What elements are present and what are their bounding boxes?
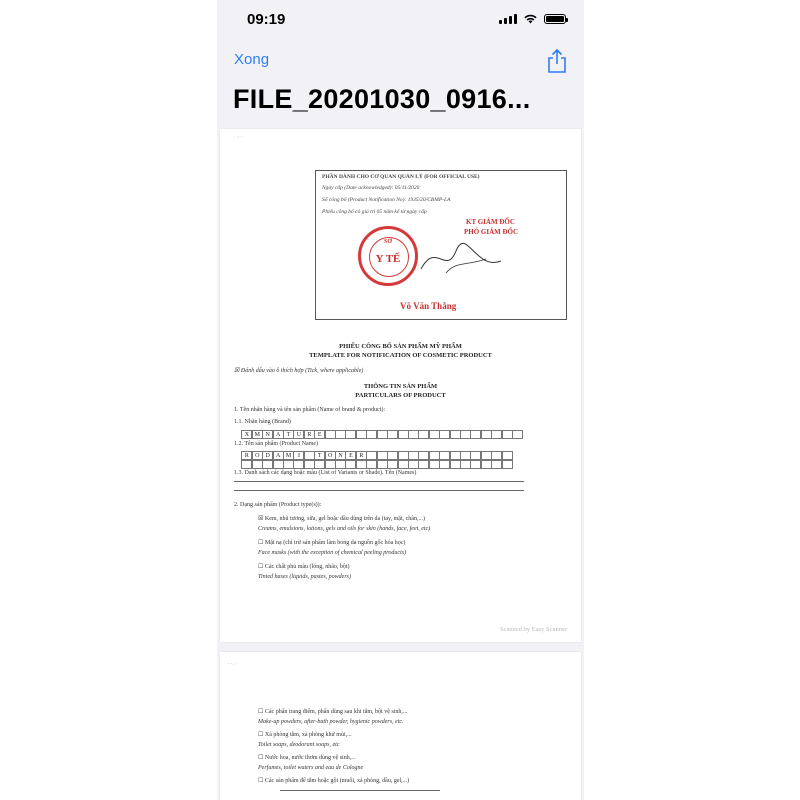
- option-powders: ☐ Các phấn trang điểm, phấn dùng sau khi tắm, bột vệ sinh,...: [258, 709, 408, 715]
- scanner-watermark: Scanned by Easy Scanner: [500, 626, 567, 633]
- product-letter-grid: [242, 451, 513, 460]
- letter-cell: R: [241, 451, 252, 460]
- option-perfumes: ☐ Nước hoa, nước thơm dùng vệ sinh,...: [258, 755, 356, 761]
- signal-icon: [499, 13, 517, 24]
- option-soaps-en: Toilet soaps, deodorant soaps, etc: [258, 742, 340, 748]
- letter-cell: X: [241, 430, 252, 439]
- letter-cell: [481, 460, 492, 469]
- section-title-en: PARTICULARS OF PRODUCT: [355, 392, 446, 399]
- letter-cell: A: [273, 451, 284, 460]
- letter-cell: [512, 430, 523, 439]
- letter-cell: [450, 460, 461, 469]
- letter-cell: N: [262, 430, 273, 439]
- official-line-date: Ngày cấp (Date acknowledged): 05/11/2020: [322, 185, 420, 191]
- letter-cell: E: [314, 430, 325, 439]
- doc-heading-vi: PHIẾU CÔNG BỐ SẢN PHẨM MỸ PHẨM: [339, 343, 462, 350]
- letter-cell: [356, 430, 367, 439]
- letter-cell: [418, 430, 429, 439]
- option-tinted: ☐ Các chất phủ màu (lỏng, nhão, bột): [258, 564, 350, 570]
- letter-cell: [408, 451, 419, 460]
- letter-cell: [387, 460, 398, 469]
- share-icon[interactable]: [546, 48, 568, 74]
- letter-cell: [429, 430, 440, 439]
- letter-cell: [387, 430, 398, 439]
- letter-cell: [345, 430, 356, 439]
- letter-cell: [325, 430, 336, 439]
- option-masks: ☐ Mặt nạ (chỉ trừ sản phẩm làm bong da nguồn gốc hóa học): [258, 540, 406, 546]
- item-1-1-label: 1.1. Nhãn hàng (Brand): [234, 419, 291, 425]
- letter-cell: T: [283, 430, 294, 439]
- letter-cell: [470, 460, 481, 469]
- official-use-box: [315, 170, 567, 320]
- letter-cell: [470, 430, 481, 439]
- letter-cell: [241, 460, 252, 469]
- letter-cell: M: [252, 430, 263, 439]
- letter-cell: [408, 460, 419, 469]
- letter-cell: M: [283, 451, 294, 460]
- option-soaps: ☐ Xà phòng tắm, xà phòng khử mùi,...: [258, 732, 352, 738]
- official-header: PHẦN DÀNH CHO CƠ QUAN QUẢN LÝ (FOR OFFICIAL USE): [322, 174, 480, 180]
- tick-note: ☒ Đánh dấu vào ô thích hợp (Tick, where applicable): [234, 368, 364, 374]
- letter-cell: D: [262, 451, 273, 460]
- scan-specks: · .· ·: [234, 135, 243, 140]
- letter-cell: [377, 460, 388, 469]
- letter-cell: O: [252, 451, 263, 460]
- deputy-director-label: PHÓ GIÁM ĐỐC: [464, 228, 519, 236]
- scribble-line: [280, 790, 440, 791]
- phone-screen: [217, 0, 584, 800]
- option-powders-en: Make-up powders, after-bath powder, hygienic powders, etc.: [258, 719, 404, 725]
- letter-cell: [481, 430, 492, 439]
- letter-cell: N: [335, 451, 346, 460]
- nav-bar: [217, 44, 584, 78]
- letter-cell: [335, 430, 346, 439]
- letter-cell: [439, 460, 450, 469]
- item-1-3-label: 1.3. Danh sách các dạng hoặc màu (List of Variants or Shade). Tên (Names): [234, 470, 417, 476]
- signer-name: Võ Văn Thắng: [400, 301, 457, 311]
- letter-cell: [304, 451, 315, 460]
- letter-cell: [439, 451, 450, 460]
- letter-cell: [398, 451, 409, 460]
- letter-cell: U: [293, 430, 304, 439]
- letter-cell: R: [356, 451, 367, 460]
- letter-cell: [460, 451, 471, 460]
- letter-cell: [481, 451, 492, 460]
- option-masks-en: Face masks (with the exception of chemical peeling products): [258, 550, 407, 556]
- letter-cell: [398, 430, 409, 439]
- item-1-2-label: 1.2. Tên sản phẩm (Product Name): [234, 441, 319, 447]
- option-creams-en: Creams, emulsions, lotions, gels and oils for skin (hands, face, feet, etc): [258, 526, 431, 532]
- letter-cell: [450, 451, 461, 460]
- letter-cell: [429, 451, 440, 460]
- red-stamp: [358, 226, 418, 286]
- letter-cell: I: [293, 451, 304, 460]
- section-title-vi: THÔNG TIN SẢN PHẨM: [363, 383, 438, 390]
- doc-heading-en: TEMPLATE FOR NOTIFICATION OF COSMETIC PRODUCT: [309, 352, 492, 359]
- letter-cell: [366, 430, 377, 439]
- letter-cell: [398, 460, 409, 469]
- letter-cell: [377, 430, 388, 439]
- letter-cell: T: [314, 451, 325, 460]
- kt-director-label: KT GIÁM ĐỐC: [466, 218, 515, 226]
- letter-cell: [491, 430, 502, 439]
- letter-cell: [502, 460, 513, 469]
- official-line-validity: Phiếu công bố có giá trị 05 năm kể từ ngày cấp: [322, 209, 427, 215]
- letter-cell: [460, 430, 471, 439]
- letter-cell: R: [304, 430, 315, 439]
- status-bar: [217, 0, 584, 40]
- scan-specks: · ·. ·: [228, 662, 237, 667]
- stamp-text: Y TẾ: [375, 253, 401, 265]
- letter-cell: [262, 460, 273, 469]
- brand-letter-grid: [242, 430, 523, 439]
- letter-cell: [273, 460, 284, 469]
- letter-cell: [491, 460, 502, 469]
- status-icons: [499, 13, 566, 24]
- status-time: 09:19: [247, 11, 286, 28]
- letter-cell: [491, 451, 502, 460]
- letter-cell: [304, 460, 315, 469]
- letter-cell: [356, 460, 367, 469]
- letter-cell: [429, 460, 440, 469]
- option-bath: ☐ Các sản phẩm để tắm hoặc gội (muối, xà phòng, dầu, gel,...): [258, 778, 410, 784]
- file-title: FILE_20201030_0916...: [233, 84, 531, 114]
- letter-cell: [439, 430, 450, 439]
- letter-cell: [314, 460, 325, 469]
- letter-cell: [450, 430, 461, 439]
- letter-cell: [470, 451, 481, 460]
- letter-cell: [502, 451, 513, 460]
- battery-icon: [544, 14, 566, 24]
- letter-cell: [408, 430, 419, 439]
- stamp-top-text: SỞ: [383, 239, 392, 245]
- option-creams: ☒ Kem, nhũ tương, sữa, gel hoặc dầu dùng trên da (tay, mặt, chân,...): [258, 516, 425, 522]
- item-1-label: 1. Tên nhãn hàng và tên sản phẩm (Name of brand & product):: [234, 407, 386, 413]
- option-tinted-en: Tinted bases (liquids, pastes, powders): [258, 574, 352, 580]
- letter-cell: [418, 460, 429, 469]
- letter-cell: [366, 451, 377, 460]
- letter-cell: [283, 460, 294, 469]
- done-button[interactable]: Xong: [234, 51, 270, 68]
- option-perfumes-en: Perfumes, toilet waters and eau de Cologne: [258, 765, 364, 771]
- letter-cell: [335, 460, 346, 469]
- letter-cell: A: [273, 430, 284, 439]
- letter-cell: [460, 460, 471, 469]
- document-page-2: [220, 652, 581, 800]
- letter-cell: [293, 460, 304, 469]
- letter-cell: O: [325, 451, 336, 460]
- item-2-label: 2. Dạng sản phẩm (Product type(s)):: [234, 502, 322, 508]
- letter-cell: [366, 460, 377, 469]
- letter-cell: [387, 451, 398, 460]
- official-line-number: Số công bố (Product Notification No): 1935/20/CBMP-LA: [322, 197, 451, 203]
- letter-cell: [325, 460, 336, 469]
- wifi-icon: [523, 13, 538, 24]
- document-page-1: [220, 129, 581, 642]
- letter-cell: [418, 451, 429, 460]
- letter-cell: [345, 460, 356, 469]
- letter-cell: E: [345, 451, 356, 460]
- product-letter-grid-row2: [242, 460, 513, 469]
- divider-line: [234, 490, 524, 491]
- signature-icon: [416, 231, 506, 281]
- letter-cell: [252, 460, 263, 469]
- letter-cell: [502, 430, 513, 439]
- letter-cell: [377, 451, 388, 460]
- divider-line: [234, 481, 524, 482]
